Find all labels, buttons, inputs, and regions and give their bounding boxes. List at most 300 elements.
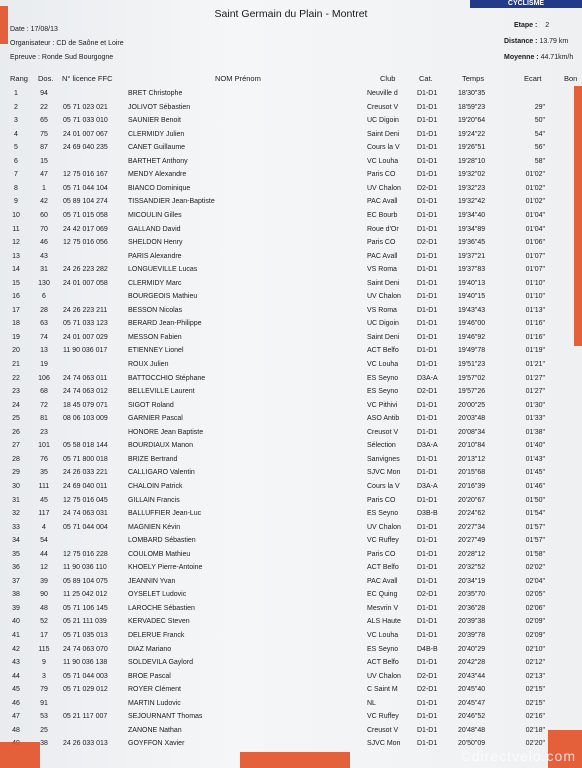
bib-cell: 63: [40, 320, 48, 328]
licence-cell: 24 26 033 013: [63, 740, 108, 748]
time-cell: 20'20"67: [458, 496, 486, 504]
bib-cell: 54: [40, 537, 48, 545]
club-cell: Cours la V: [367, 482, 400, 490]
gap-cell: 01'45": [525, 469, 545, 477]
time-cell: 20'46"52: [458, 713, 486, 721]
table-row: [0, 239, 582, 253]
club-cell: ES Seyno: [367, 388, 399, 396]
licence-cell: 11 90 036 017: [63, 347, 108, 355]
licence-cell: 05 58 018 144: [63, 442, 108, 450]
table-row: [0, 185, 582, 199]
rank-cell: 38: [12, 591, 20, 599]
bib-cell: 101: [38, 442, 50, 450]
category-cell: D1-D1: [417, 740, 438, 748]
organiser-line: [10, 40, 124, 47]
rider-name-cell: ROYER Clément: [128, 686, 181, 694]
time-cell: 19'36"45: [458, 239, 486, 247]
rank-cell: 7: [14, 171, 18, 179]
rider-name-cell: BOURDIAUX Manon: [128, 442, 193, 450]
bib-cell: 17: [40, 632, 48, 639]
bib-cell: 45: [40, 496, 48, 504]
club-cell: C Saint M: [367, 686, 398, 694]
table-row: [0, 686, 582, 700]
category-cell: D1-D1: [417, 523, 438, 531]
table-row: [0, 578, 582, 592]
rider-name-cell: CLERMIDY Marc: [128, 279, 182, 287]
time-cell: 19'43"43: [458, 306, 486, 314]
club-cell: SJVC Mon: [367, 469, 401, 477]
gap-cell: 02'09": [525, 632, 545, 639]
bib-cell: 47: [40, 171, 48, 179]
licence-cell: 24 74 063 031: [63, 510, 108, 518]
time-cell: 20'08"34: [458, 428, 486, 436]
club-cell: VC Louha: [367, 632, 399, 639]
rank-cell: 13: [12, 252, 20, 260]
bib-cell: 74: [40, 333, 48, 341]
table-row: [0, 144, 582, 158]
time-cell: 20'27"34: [458, 523, 486, 531]
category-cell: D1-D1: [417, 550, 438, 558]
table-row: [0, 442, 582, 456]
table-row: [0, 266, 582, 280]
club-cell: UC Digoin: [367, 117, 399, 125]
time-cell: 19'57"02: [458, 374, 486, 382]
gap-cell: 01'19": [525, 347, 545, 355]
licence-cell: 24 74 063 011: [63, 374, 108, 382]
bib-cell: 65: [40, 117, 48, 125]
time-cell: 19'26"51: [458, 144, 486, 152]
gap-cell: 01'27": [525, 388, 545, 396]
category-cell: D1-D1: [417, 632, 438, 639]
club-cell: Saint Deni: [367, 333, 400, 341]
category-cell: D1-D1: [417, 455, 438, 463]
gap-cell: 01'02": [525, 184, 545, 192]
category-cell: D1-D1: [417, 713, 438, 721]
licence-cell: 05 71 023 021: [63, 103, 108, 111]
rider-name-cell: SOLDEVILA Gaylord: [128, 659, 193, 667]
tape-bottom-middle: [240, 752, 350, 768]
table-row: [0, 591, 582, 605]
bib-cell: 72: [40, 401, 48, 409]
gap-cell: 01'58": [525, 550, 545, 558]
rider-name-cell: BATTOCCHIO Stéphane: [128, 374, 206, 382]
rank-cell: 24: [12, 401, 20, 409]
bib-cell: 75: [40, 130, 48, 138]
time-cell: 20'34"19: [458, 577, 486, 585]
bib-cell: 25: [40, 726, 48, 734]
rider-name-cell: LOMBARD Sébastien: [128, 537, 196, 545]
organiser-value: CD de Saône et Loire: [56, 40, 124, 47]
time-cell: 19'46"92: [458, 333, 486, 341]
rider-name-cell: BROE Pascal: [128, 672, 171, 680]
licence-cell: 24 74 063 070: [63, 645, 108, 653]
licence-cell: 05 71 044 104: [63, 184, 108, 192]
time-cell: 19'32"02: [458, 171, 486, 179]
time-cell: 20'24"62: [458, 510, 486, 518]
club-cell: VS Roma: [367, 266, 397, 274]
bib-cell: 12: [40, 564, 48, 572]
gap-cell: 01'10": [525, 279, 545, 287]
gap-cell: 01'50": [525, 496, 545, 504]
category-cell: D1-D1: [417, 469, 438, 477]
bib-cell: 90: [40, 591, 48, 599]
club-cell: Creusot V: [367, 103, 399, 111]
gap-cell: 01'57": [525, 523, 545, 531]
table-row: [0, 483, 582, 497]
category-cell: D1-D1: [417, 564, 438, 572]
gap-cell: 02'09": [525, 618, 545, 626]
licence-cell: 24 01 007 029: [63, 333, 108, 341]
bib-cell: 68: [40, 388, 48, 396]
category-cell: D1-D1: [417, 401, 438, 409]
table-row: [0, 347, 582, 361]
rank-cell: 15: [12, 279, 20, 287]
bib-cell: 19: [40, 361, 48, 368]
category-cell: D4B-B: [417, 645, 438, 653]
club-cell: VC Ruffey: [367, 537, 399, 545]
gap-cell: 54": [534, 130, 545, 138]
licence-cell: 05 71 015 058: [63, 211, 108, 219]
rank-cell: 2: [14, 103, 18, 111]
category-cell: D1-D1: [417, 496, 438, 504]
rider-name-cell: MARTIN Ludovic: [128, 699, 181, 707]
time-cell: 19'28"10: [458, 157, 486, 165]
category-cell: D2-D1: [417, 239, 438, 247]
table-row: [0, 415, 582, 429]
rank-cell: 6: [14, 157, 18, 165]
rider-name-cell: GOYFFON Xavier: [128, 740, 185, 748]
col-bon: Bon: [564, 74, 578, 83]
club-cell: UC Digoin: [367, 320, 399, 328]
bib-cell: 60: [40, 211, 48, 219]
gap-cell: 02'13": [525, 672, 545, 680]
time-cell: 18'59"23: [458, 103, 486, 111]
category-cell: D1-D1: [417, 198, 438, 206]
time-cell: 19'37"83: [458, 266, 486, 274]
rank-cell: 39: [12, 604, 20, 612]
gap-cell: 01'10": [525, 293, 545, 301]
gap-cell: 01'16": [525, 320, 545, 328]
rank-cell: 42: [12, 645, 20, 653]
licence-cell: 24 26 223 211: [63, 306, 108, 314]
table-row: [0, 402, 582, 416]
category-cell: D3A-A: [417, 442, 438, 450]
tape-right: [574, 86, 582, 346]
distance-value: 13.79 km: [539, 38, 569, 45]
rider-name-cell: BRIZE Bertrand: [128, 455, 178, 463]
table-row: [0, 104, 582, 118]
rank-cell: 19: [12, 333, 20, 341]
time-cell: 20'13"12: [458, 455, 486, 463]
table-row: [0, 727, 582, 741]
col-dos: Dos.: [38, 74, 54, 83]
licence-cell: 12 75 016 167: [63, 171, 108, 179]
table-row: [0, 361, 582, 375]
date-value: 17/08/13: [30, 26, 58, 33]
club-cell: Saint Deni: [367, 279, 400, 287]
table-row: [0, 605, 582, 619]
time-cell: 19'37"21: [458, 252, 486, 260]
category-cell: D3A-A: [417, 482, 438, 490]
club-cell: Neuville d: [367, 90, 398, 97]
table-row: [0, 375, 582, 389]
distance-label: Distance :: [504, 38, 538, 45]
table-row: [0, 117, 582, 131]
club-cell: Roue d'Or: [367, 225, 399, 233]
licence-cell: 05 71 800 018: [63, 455, 108, 463]
bib-cell: 111: [38, 482, 50, 490]
rider-name-cell: CANET Guillaume: [128, 144, 186, 152]
club-cell: VC Louha: [367, 157, 399, 165]
club-cell: ACT Belfo: [367, 347, 399, 355]
category-cell: D3B-B: [417, 510, 438, 518]
bib-cell: 31: [40, 266, 48, 274]
gap-cell: 01'06": [525, 239, 545, 247]
table-row: [0, 456, 582, 470]
licence-cell: 05 71 033 010: [63, 117, 108, 125]
table-row: [0, 700, 582, 714]
gap-cell: 50": [534, 117, 545, 125]
category-cell: D1-D1: [417, 279, 438, 287]
rider-name-cell: BELLEVILLE Laurent: [128, 388, 195, 396]
club-cell: Cours la V: [367, 144, 400, 152]
bib-cell: 48: [40, 604, 48, 612]
licence-cell: 18 45 079 071: [63, 401, 108, 409]
bib-cell: 1: [42, 184, 46, 192]
gap-cell: 01'30": [525, 401, 545, 409]
table-row: [0, 320, 582, 334]
rank-cell: 48: [12, 726, 20, 734]
licence-cell: 11 90 036 110: [63, 564, 107, 572]
gap-cell: 02'16": [525, 713, 545, 721]
category-cell: D1-D1: [417, 117, 438, 125]
club-cell: EC Quing: [367, 591, 398, 599]
category-cell: D1-D1: [417, 252, 438, 260]
bib-cell: 38: [40, 740, 48, 748]
category-cell: D2-D1: [417, 184, 438, 192]
rank-cell: 14: [12, 266, 20, 274]
club-cell: ASO Antib: [367, 415, 400, 423]
bib-cell: 81: [40, 415, 48, 423]
rider-name-cell: LAROCHE Sébastien: [128, 604, 195, 612]
club-cell: EC Bourb: [367, 211, 398, 219]
rider-name-cell: SHELDON Henry: [128, 239, 183, 247]
time-cell: 20'10"84: [458, 442, 486, 450]
category-cell: D1-D1: [417, 361, 438, 368]
stage-label: Etape :: [514, 22, 538, 29]
table-row: [0, 307, 582, 321]
time-cell: 19'49"78: [458, 347, 486, 355]
table-row: [0, 564, 582, 578]
category-cell: D3A-A: [417, 374, 438, 382]
rank-cell: 30: [12, 482, 20, 490]
gap-cell: 01'54": [525, 510, 545, 518]
category-cell: D2-D1: [417, 591, 438, 599]
time-cell: 19'46"00: [458, 320, 486, 328]
rank-cell: 22: [12, 374, 20, 382]
date-line: [10, 26, 58, 33]
rank-cell: 44: [12, 672, 20, 680]
licence-cell: 24 26 223 282: [63, 266, 108, 274]
rider-name-cell: CLERMIDY Julien: [128, 130, 185, 138]
rank-cell: 43: [12, 659, 20, 667]
club-cell: ACT Belfo: [367, 564, 399, 572]
rank-cell: 3: [14, 117, 18, 125]
licence-cell: 05 71 044 004: [63, 523, 108, 531]
gap-cell: 02'20": [525, 740, 545, 748]
table-row: [0, 618, 582, 632]
average-label: Moyenne :: [504, 54, 539, 61]
club-cell: ES Seyno: [367, 510, 399, 518]
gap-cell: 02'05": [525, 591, 545, 599]
gap-cell: 01'13": [525, 306, 545, 314]
licence-cell: 05 21 117 007: [63, 713, 108, 721]
rider-name-cell: KERVADEC Steven: [128, 618, 190, 626]
event-line: [10, 54, 113, 61]
category-cell: D1-D1: [417, 144, 438, 152]
rider-name-cell: BOURGEOIS Mathieu: [128, 293, 198, 301]
rider-name-cell: KHOELY Pierre-Antoine: [128, 564, 203, 572]
category-cell: D1-D1: [417, 211, 438, 219]
rider-name-cell: OYSELET Ludovic: [128, 591, 187, 599]
gap-cell: 01'04": [525, 225, 545, 233]
rank-cell: 18: [12, 320, 20, 328]
table-row: [0, 713, 582, 727]
rider-name-cell: ROUX Julien: [128, 361, 169, 368]
time-cell: 20'45"40: [458, 686, 486, 694]
club-cell: ALS Haute: [367, 618, 401, 626]
rank-cell: 33: [12, 523, 20, 531]
time-cell: 20'36"28: [458, 604, 486, 612]
time-cell: 19'57"26: [458, 388, 486, 396]
rider-name-cell: TISSANDIER Jean-Baptiste: [128, 198, 215, 206]
time-cell: 19'24"22: [458, 130, 486, 138]
club-cell: ES Seyno: [367, 645, 399, 653]
time-cell: 20'39"78: [458, 632, 486, 639]
col-time: Temps: [462, 74, 485, 83]
time-cell: 19'20"64: [458, 117, 486, 125]
table-row: [0, 388, 582, 402]
bib-cell: 94: [40, 90, 48, 97]
bib-cell: 23: [40, 428, 48, 436]
rank-cell: 16: [12, 293, 20, 301]
stage-value: 2: [545, 22, 550, 29]
bib-cell: 39: [40, 577, 48, 585]
club-cell: VS Roma: [367, 306, 397, 314]
bib-cell: 106: [38, 374, 50, 382]
tape-top-left: [0, 6, 8, 44]
rider-name-cell: GALLAND David: [128, 225, 181, 233]
table-row: [0, 158, 582, 172]
rank-cell: 10: [12, 211, 20, 219]
rider-name-cell: PARIS Alexandre: [128, 252, 182, 260]
gap-cell: 02'04": [525, 577, 545, 585]
time-cell: 20'35"70: [458, 591, 486, 599]
category-cell: D1-D1: [417, 618, 438, 626]
cyclisme-banner: CYCLISME: [470, 0, 582, 8]
category-cell: D2-D1: [417, 686, 438, 694]
bib-cell: 70: [40, 225, 48, 233]
gap-cell: 01'02": [525, 171, 545, 179]
time-cell: 20'50"09: [458, 740, 486, 748]
gap-cell: 01'07": [525, 252, 545, 260]
rank-cell: 20: [12, 347, 20, 355]
category-cell: D1-D1: [417, 320, 438, 328]
rider-name-cell: BERARD Jean-Philippe: [128, 320, 202, 328]
club-cell: Paris CO: [367, 496, 396, 504]
licence-cell: 24 26 033 221: [63, 469, 108, 477]
gap-cell: 01'27": [525, 374, 545, 382]
rank-cell: 27: [12, 442, 20, 450]
rank-cell: 21: [12, 361, 20, 368]
licence-cell: 05 89 104 274: [63, 198, 108, 206]
category-cell: D1-D1: [417, 726, 438, 734]
rider-name-cell: DELERUE Franck: [128, 632, 185, 639]
club-cell: NL: [367, 699, 376, 707]
rider-name-cell: MICOULIN Gilles: [128, 211, 182, 219]
licence-cell: 05 71 033 123: [63, 320, 108, 328]
category-cell: D1-D1: [417, 537, 438, 545]
rank-cell: 28: [12, 455, 20, 463]
bib-cell: 6: [42, 293, 46, 301]
rider-name-cell: SAUNIER Benoit: [128, 117, 181, 125]
licence-cell: 05 21 111 039: [63, 618, 107, 626]
gap-cell: 02'06": [525, 604, 545, 612]
rank-cell: 25: [12, 415, 20, 423]
club-cell: VC Louha: [367, 361, 399, 368]
table-row: [0, 673, 582, 687]
rank-cell: 1: [14, 90, 18, 97]
table-row: [0, 253, 582, 267]
club-cell: UV Chalon: [367, 672, 401, 680]
bib-cell: 115: [38, 645, 50, 653]
gap-cell: 01'21": [525, 361, 545, 368]
bib-cell: 28: [40, 306, 48, 314]
club-cell: VC Ruffey: [367, 713, 399, 721]
club-cell: Paris CO: [367, 239, 396, 247]
time-cell: 20'27"49: [458, 537, 486, 545]
table-row: [0, 90, 582, 104]
category-cell: D1-D1: [417, 103, 438, 111]
rank-cell: 36: [12, 564, 20, 572]
table-row: [0, 429, 582, 443]
rank-cell: 17: [12, 306, 20, 314]
licence-cell: 05 89 104 075: [63, 577, 108, 585]
col-licence: N° licence FFC: [62, 74, 113, 83]
table-row: [0, 131, 582, 145]
table-row: [0, 537, 582, 551]
average-value: 44.71km/h: [540, 54, 574, 61]
licence-cell: 05 71 035 013: [63, 632, 108, 639]
club-cell: UV Chalon: [367, 523, 401, 531]
rank-cell: 8: [14, 184, 18, 192]
rider-name-cell: SEJOURNANT Thomas: [128, 713, 203, 721]
gap-cell: 02'12": [525, 659, 545, 667]
event-value: Ronde Sud Bourgogne: [41, 54, 114, 61]
rider-name-cell: ZANONE Nathan: [128, 726, 182, 734]
rank-cell: 31: [12, 496, 20, 504]
table-row: [0, 632, 582, 646]
bib-cell: 35: [40, 469, 48, 477]
col-rang: Rang: [10, 74, 28, 83]
club-cell: VC Pithivi: [367, 401, 398, 409]
rider-name-cell: MESSON Fabien: [128, 333, 182, 341]
rank-cell: 46: [12, 699, 20, 707]
gap-cell: 02'15": [525, 699, 545, 707]
table-row: [0, 171, 582, 185]
licence-cell: 24 69 040 235: [63, 144, 108, 152]
time-cell: 19'34"40: [458, 211, 486, 219]
